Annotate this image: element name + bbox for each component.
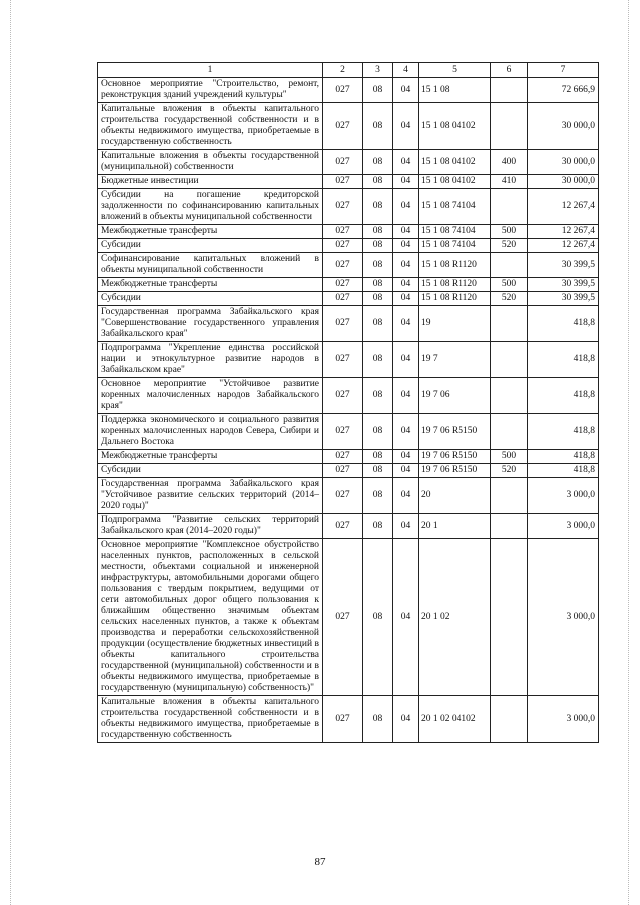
subsection-code-cell: 04	[393, 292, 419, 306]
expense-type-cell: 500	[491, 225, 528, 239]
expense-type-cell	[491, 253, 528, 278]
subsection-code-cell: 04	[393, 514, 419, 539]
section-code-cell: 08	[363, 292, 393, 306]
table-row	[98, 450, 599, 464]
table-row	[98, 189, 599, 225]
expense-type-cell	[491, 514, 528, 539]
target-article-cell: 20 1 02 04102	[419, 696, 491, 743]
row-name-cell: Основное мероприятие "Строительство, ремонт, реконструкция зданий учреждений культуры"	[98, 78, 323, 103]
subsection-code-cell: 04	[393, 175, 419, 189]
row-name-cell: Основное мероприятие "Устойчивое развитие коренных малочисленных народов Забайкальского края"	[98, 378, 323, 414]
admin-code-cell: 027	[323, 306, 363, 342]
expense-type-cell	[491, 306, 528, 342]
table-row	[98, 278, 599, 292]
admin-code-cell: 027	[323, 450, 363, 464]
row-name-cell: Капитальные вложения в объекты государственной (муниципальной) собственности	[98, 150, 323, 175]
target-article-cell: 15 1 08	[419, 78, 491, 103]
section-code-cell: 08	[363, 150, 393, 175]
table-row	[98, 78, 599, 103]
subsection-code-cell: 04	[393, 414, 419, 450]
subsection-code-cell: 04	[393, 278, 419, 292]
admin-code-cell: 027	[323, 239, 363, 253]
amount-cell: 30 000,0	[528, 175, 599, 189]
expense-type-cell	[491, 342, 528, 378]
subsection-code-cell: 04	[393, 189, 419, 225]
section-code-cell: 08	[363, 414, 393, 450]
target-article-cell: 15 1 08 04102	[419, 103, 491, 150]
target-article-cell: 19 7 06 R5150	[419, 464, 491, 478]
expense-type-cell: 500	[491, 278, 528, 292]
row-name-cell: Субсидии	[98, 464, 323, 478]
row-name-cell: Капитальные вложения в объекты капитального строительства государственной собственности и в объекты недвижимого имущества, приобретаемые в государственную собственность	[98, 103, 323, 150]
admin-code-cell: 027	[323, 278, 363, 292]
table-row	[98, 306, 599, 342]
amount-cell: 418,8	[528, 450, 599, 464]
admin-code-cell: 027	[323, 292, 363, 306]
target-article-cell: 20	[419, 478, 491, 514]
expense-type-cell	[491, 103, 528, 150]
expense-type-cell: 520	[491, 239, 528, 253]
amount-cell: 3 000,0	[528, 478, 599, 514]
section-code-cell: 08	[363, 189, 393, 225]
amount-cell: 72 666,9	[528, 78, 599, 103]
page-number: 87	[314, 856, 326, 868]
section-code-cell: 08	[363, 175, 393, 189]
table-row	[98, 175, 599, 189]
amount-cell: 12 267,4	[528, 189, 599, 225]
subsection-code-cell: 04	[393, 150, 419, 175]
target-article-cell: 19	[419, 306, 491, 342]
table-row	[98, 292, 599, 306]
row-name-cell: Бюджетные инвестиции	[98, 175, 323, 189]
target-article-cell: 15 1 08 R1120	[419, 278, 491, 292]
subsection-code-cell: 04	[393, 478, 419, 514]
expense-type-cell	[491, 696, 528, 743]
section-code-cell: 08	[363, 78, 393, 103]
row-name-cell: Межбюджетные трансферты	[98, 450, 323, 464]
expense-type-cell	[491, 414, 528, 450]
admin-code-cell: 027	[323, 696, 363, 743]
row-name-cell: Софинансирование капитальных вложений в объекты муниципальной собственности	[98, 253, 323, 278]
amount-cell: 3 000,0	[528, 696, 599, 743]
section-code-cell: 08	[363, 378, 393, 414]
admin-code-cell: 027	[323, 514, 363, 539]
table-row	[98, 414, 599, 450]
section-code-cell: 08	[363, 342, 393, 378]
table-row	[98, 696, 599, 743]
expense-type-cell: 400	[491, 150, 528, 175]
subsection-code-cell: 04	[393, 696, 419, 743]
admin-code-cell: 027	[323, 414, 363, 450]
expense-type-cell: 410	[491, 175, 528, 189]
table-row	[98, 539, 599, 696]
admin-code-cell: 027	[323, 539, 363, 696]
table-row	[98, 239, 599, 253]
table-row	[98, 103, 599, 150]
target-article-cell: 20 1	[419, 514, 491, 539]
expense-type-cell	[491, 539, 528, 696]
section-code-cell: 08	[363, 306, 393, 342]
expense-type-cell: 500	[491, 450, 528, 464]
right-margin-line	[628, 0, 629, 905]
target-article-cell: 15 1 08 74104	[419, 189, 491, 225]
column-header: 2	[323, 63, 363, 78]
target-article-cell: 15 1 08 R1120	[419, 292, 491, 306]
expense-type-cell	[491, 78, 528, 103]
row-name-cell: Субсидии на погашение кредиторской задолженности по софинансированию капитальных вложений в объекты муниципальной собственности	[98, 189, 323, 225]
section-code-cell: 08	[363, 450, 393, 464]
column-header: 5	[419, 63, 491, 78]
admin-code-cell: 027	[323, 478, 363, 514]
amount-cell: 3 000,0	[528, 514, 599, 539]
expense-type-cell: 520	[491, 292, 528, 306]
admin-code-cell: 027	[323, 78, 363, 103]
admin-code-cell: 027	[323, 342, 363, 378]
subsection-code-cell: 04	[393, 378, 419, 414]
amount-cell: 30 399,5	[528, 253, 599, 278]
admin-code-cell: 027	[323, 253, 363, 278]
row-name-cell: Поддержка экономического и социального развития коренных малочисленных народов Севера, Сибири и Дальнего Востока	[98, 414, 323, 450]
subsection-code-cell: 04	[393, 450, 419, 464]
column-header: 3	[363, 63, 393, 78]
admin-code-cell: 027	[323, 225, 363, 239]
amount-cell: 418,8	[528, 378, 599, 414]
table-row	[98, 478, 599, 514]
target-article-cell: 19 7 06 R5150	[419, 414, 491, 450]
amount-cell: 418,8	[528, 414, 599, 450]
table-row	[98, 150, 599, 175]
table-row	[98, 342, 599, 378]
expense-type-cell	[491, 478, 528, 514]
subsection-code-cell: 04	[393, 225, 419, 239]
section-code-cell: 08	[363, 103, 393, 150]
subsection-code-cell: 04	[393, 539, 419, 696]
expense-type-cell	[491, 378, 528, 414]
row-name-cell: Межбюджетные трансферты	[98, 278, 323, 292]
left-margin-line	[10, 0, 11, 905]
budget-table	[97, 62, 599, 743]
section-code-cell: 08	[363, 239, 393, 253]
amount-cell: 418,8	[528, 342, 599, 378]
admin-code-cell: 027	[323, 464, 363, 478]
section-code-cell: 08	[363, 278, 393, 292]
admin-code-cell: 027	[323, 189, 363, 225]
subsection-code-cell: 04	[393, 103, 419, 150]
amount-cell: 12 267,4	[528, 239, 599, 253]
target-article-cell: 19 7	[419, 342, 491, 378]
section-code-cell: 08	[363, 225, 393, 239]
amount-cell: 12 267,4	[528, 225, 599, 239]
target-article-cell: 15 1 08 04102	[419, 150, 491, 175]
table-row	[98, 464, 599, 478]
expense-type-cell	[491, 189, 528, 225]
expense-type-cell: 520	[491, 464, 528, 478]
row-name-cell: Капитальные вложения в объекты капитального строительства государственной собственности и в объекты недвижимого имущества, приобретаемые в государственную собственность	[98, 696, 323, 743]
subsection-code-cell: 04	[393, 239, 419, 253]
subsection-code-cell: 04	[393, 306, 419, 342]
section-code-cell: 08	[363, 478, 393, 514]
amount-cell: 30 399,5	[528, 278, 599, 292]
target-article-cell: 20 1 02	[419, 539, 491, 696]
target-article-cell: 15 1 08 04102	[419, 175, 491, 189]
row-name-cell: Государственная программа Забайкальского края "Совершенствование государственного управления Забайкальского края"	[98, 306, 323, 342]
section-code-cell: 08	[363, 514, 393, 539]
table-row	[98, 253, 599, 278]
section-code-cell: 08	[363, 464, 393, 478]
target-article-cell: 19 7 06 R5150	[419, 450, 491, 464]
target-article-cell: 15 1 08 R1120	[419, 253, 491, 278]
table-row	[98, 225, 599, 239]
row-name-cell: Государственная программа Забайкальского края "Устойчивое развитие сельских территорий (2014–2020 годы)"	[98, 478, 323, 514]
amount-cell: 30 399,5	[528, 292, 599, 306]
section-code-cell: 08	[363, 696, 393, 743]
row-name-cell: Субсидии	[98, 239, 323, 253]
column-header: 4	[393, 63, 419, 78]
table-header-row	[98, 63, 599, 78]
subsection-code-cell: 04	[393, 464, 419, 478]
target-article-cell: 15 1 08 74104	[419, 239, 491, 253]
row-name-cell: Субсидии	[98, 292, 323, 306]
admin-code-cell: 027	[323, 175, 363, 189]
amount-cell: 30 000,0	[528, 150, 599, 175]
subsection-code-cell: 04	[393, 253, 419, 278]
section-code-cell: 08	[363, 539, 393, 696]
admin-code-cell: 027	[323, 378, 363, 414]
admin-code-cell: 027	[323, 103, 363, 150]
amount-cell: 418,8	[528, 464, 599, 478]
row-name-cell: Подпрограмма "Укрепление единства российской нации и этнокультурное развитие народов в Забайкальском крае"	[98, 342, 323, 378]
amount-cell: 30 000,0	[528, 103, 599, 150]
column-header: 7	[528, 63, 599, 78]
target-article-cell: 19 7 06	[419, 378, 491, 414]
target-article-cell: 15 1 08 74104	[419, 225, 491, 239]
column-header: 6	[491, 63, 528, 78]
amount-cell: 3 000,0	[528, 539, 599, 696]
subsection-code-cell: 04	[393, 342, 419, 378]
row-name-cell: Основное мероприятие "Комплексное обустройство населенных пунктов, расположенных в сельской местности, объектами социальной и инженерной инфраструктуры, автомобильными дорогами общего пользования с твердым покрытием, ведущими от сети автомобильных дорог общего пользования к ближайшим общественно значимым объектам сельских населенных пунктов, а также к объектам производства и переработки сельскохозяйственной продукции (осуществление бюджетных инвестиций в объекты капитального строительства государственной (муниципальной) собственности и в объекты недвижимого имущества, приобретаемые в государственную (муниципальную) собственность)"	[98, 539, 323, 696]
table-row	[98, 378, 599, 414]
admin-code-cell: 027	[323, 150, 363, 175]
column-header: 1	[98, 63, 323, 78]
table-row	[98, 514, 599, 539]
row-name-cell: Подпрограмма "Развитие сельских территорий Забайкальского края (2014–2020 годы)"	[98, 514, 323, 539]
amount-cell: 418,8	[528, 306, 599, 342]
subsection-code-cell: 04	[393, 78, 419, 103]
section-code-cell: 08	[363, 253, 393, 278]
row-name-cell: Межбюджетные трансферты	[98, 225, 323, 239]
